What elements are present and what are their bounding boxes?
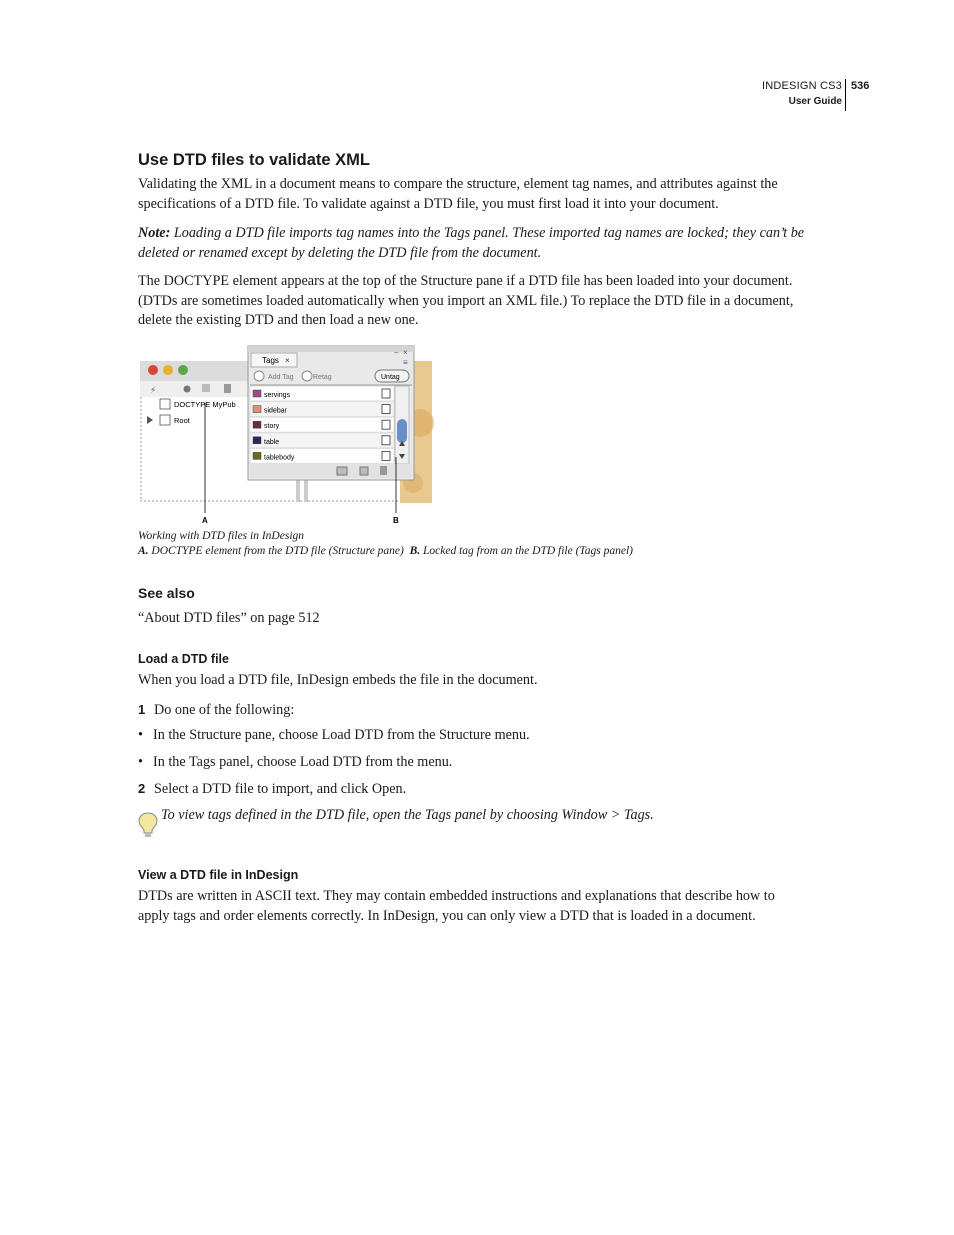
add-tag-button[interactable]: Add Tag (268, 374, 294, 381)
figure-illustration (138, 343, 438, 533)
add-tag-icon[interactable] (254, 371, 264, 381)
collapse-panel-icon[interactable]: – (394, 348, 399, 357)
header-divider (845, 79, 846, 111)
caption-key-a-label: A. (138, 545, 149, 557)
text-line: deleted or renamed except by deleting the DTD file from the document. (138, 244, 542, 261)
text-line: Loading a DTD file imports tag names into the Tags panel. These imported tag names are locked; they can’t be (173, 225, 805, 241)
bullet-icon: • (138, 727, 143, 743)
tab-tags-label: Tags (262, 356, 279, 365)
subsection-title-load: Load a DTD file (138, 652, 229, 666)
trash-icon[interactable] (224, 384, 231, 393)
paragraph-intro (138, 175, 828, 214)
lightbulb-icon (138, 811, 158, 839)
step-1 (138, 700, 828, 721)
lock-icon (382, 389, 390, 398)
text-line: The DOCTYPE element appears at the top of the Structure pane if a DTD file has been loaded into your document. (138, 273, 793, 289)
tag-name: table (264, 438, 280, 446)
callout-a: A (202, 516, 208, 525)
caption-key-a: DOCTYPE element from the DTD file (Structure pane) (151, 545, 404, 557)
step-text: Select a DTD file to import, and click Open. (154, 781, 407, 797)
tag-color-swatch (253, 437, 261, 444)
text-line: Validating the XML in a document means to compare the structure, element tag names, and attributes against the (138, 176, 778, 192)
lightning-icon[interactable]: ⚡ (150, 385, 157, 395)
text-line: delete the existing DTD and then load a new one. (138, 312, 419, 328)
minimize-window-icon[interactable] (163, 365, 173, 375)
record-icon[interactable] (184, 386, 191, 393)
structure-toolbar (140, 381, 250, 397)
step-number: 1 (138, 702, 146, 717)
tag-row[interactable] (250, 433, 394, 448)
bullet-item (138, 753, 828, 773)
note-label: Note: (138, 225, 171, 241)
element-icon (160, 415, 170, 425)
callout-b: B (393, 516, 399, 525)
retag-icon[interactable] (302, 371, 312, 381)
tag-color-swatch (253, 406, 261, 413)
bullet-text: In the Structure pane, choose Load DTD from the Structure menu. (153, 727, 530, 743)
step-2 (138, 779, 828, 800)
delete-tag-icon[interactable] (380, 466, 387, 475)
zoom-window-icon[interactable] (178, 365, 188, 375)
step-text: Do one of the following: (154, 702, 295, 718)
retag-button[interactable]: Retag (313, 374, 332, 381)
lock-icon (382, 420, 390, 429)
close-window-icon[interactable] (148, 365, 158, 375)
tag-name: servings (264, 392, 291, 399)
step-number: 2 (138, 781, 146, 796)
caption-key-b-label: B. (409, 545, 421, 557)
text-line: DTDs are written in ASCII text. They may contain embedded instructions and explanations that describe how to (138, 888, 775, 904)
text-line: specifications of a DTD file. To validate against a DTD file, you must first load it into your document. (138, 195, 719, 212)
close-tab-icon[interactable]: × (285, 356, 290, 365)
paragraph-doctype (138, 272, 828, 331)
tag-color-swatch (253, 390, 261, 397)
note-paragraph (138, 224, 828, 263)
panel-menu-icon[interactable]: ≡ (403, 358, 408, 367)
figure-caption-title: Working with DTD files in InDesign (138, 530, 305, 542)
bullet-icon: • (138, 754, 143, 770)
bullet-text: In the Tags panel, choose Load DTD from the menu. (153, 754, 453, 770)
structure-item-root[interactable]: Root (174, 416, 190, 425)
structure-item-doctype[interactable]: DOCTYPE MyPub (174, 400, 236, 409)
tag-row[interactable] (250, 402, 394, 417)
figure-screenshot (138, 343, 438, 533)
header-guide: User Guide (788, 96, 842, 107)
new-tag-icon[interactable] (360, 467, 368, 475)
lock-icon (382, 405, 390, 414)
text-line: (DTDs are sometimes loaded automatically when you import an XML file.) To replace the DTD file in a document, (138, 292, 794, 309)
tag-color-swatch (253, 452, 261, 459)
untag-label: Untag (381, 374, 400, 381)
see-also-title: See also (138, 585, 195, 601)
paragraph-view (138, 887, 828, 926)
lock-icon (382, 451, 390, 460)
see-also-link[interactable]: “About DTD files” on page 512 (138, 610, 320, 626)
tag-row[interactable] (250, 386, 394, 401)
close-panel-icon[interactable]: × (403, 348, 408, 357)
tag-name: story (264, 423, 280, 431)
text-line: apply tags and order elements correctly. In InDesign, you can only view a DTD that is loaded in a document. (138, 907, 756, 924)
tag-name: tablebody (264, 454, 295, 462)
bullet-item (138, 726, 828, 746)
scrollbar-thumb[interactable] (397, 419, 407, 443)
tag-color-swatch (253, 421, 261, 428)
caption-key-b: Locked tag from an the DTD file (Tags panel) (423, 545, 634, 557)
lock-icon (382, 436, 390, 445)
figure-caption-keys (138, 545, 633, 557)
subsection-title-view: View a DTD file in InDesign (138, 868, 299, 882)
tag-name: sidebar (264, 407, 287, 415)
page-number: 536 (851, 80, 870, 92)
import-tags-icon[interactable] (337, 467, 347, 475)
tag-row[interactable] (250, 448, 394, 463)
header-product: INDESIGN CS3 (761, 80, 842, 92)
add-attribute-icon[interactable] (202, 384, 210, 392)
tip-text: To view tags defined in the DTD file, open the Tags panel by choosing Window > Tags. (161, 807, 654, 823)
paragraph-load-intro: When you load a DTD file, InDesign embeds the file in the document. (138, 672, 538, 688)
tag-row[interactable] (250, 417, 394, 432)
section-title: Use DTD files to validate XML (138, 151, 370, 169)
doctype-icon (160, 399, 170, 409)
